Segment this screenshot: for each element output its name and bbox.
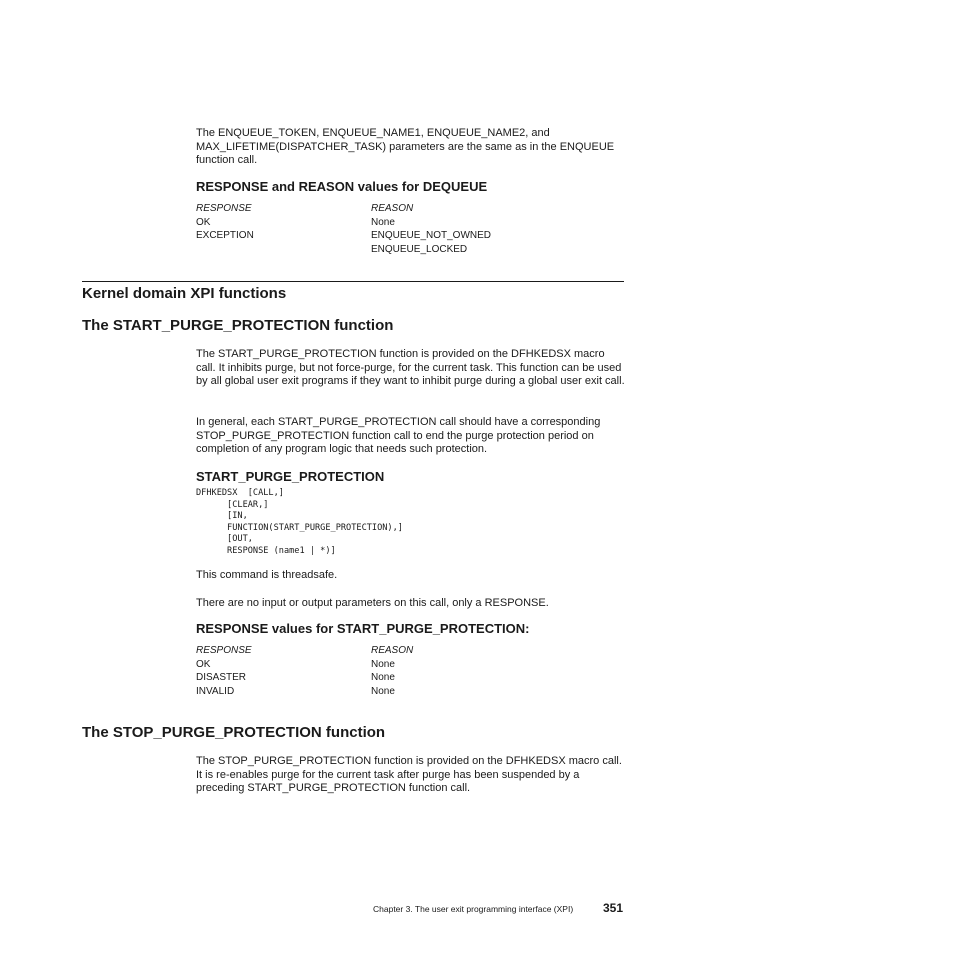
start-purge-protection-description: The START_PURGE_PROTECTION function is provided on the DFHKEDSX macro call. It inhibits purge, but not force-purge, for the current task. This function can be used by all global user exit programs if they want to inhibit purge during a global user exit call. <box>196 348 625 388</box>
column-header-reason: REASON <box>371 203 414 214</box>
reason-cell: None <box>371 216 395 228</box>
code-line: [IN, <box>196 511 248 522</box>
kernel-domain-heading: Kernel domain XPI functions <box>82 285 287 302</box>
section-divider <box>82 281 624 282</box>
table-row <box>196 671 616 685</box>
table-header-row <box>196 644 616 658</box>
column-header-reason: REASON <box>371 645 414 656</box>
table-row <box>196 229 616 243</box>
response-cell: INVALID <box>196 685 235 697</box>
start-purge-protection-heading: The START_PURGE_PROTECTION function <box>82 317 394 334</box>
table-row <box>196 685 616 699</box>
start-response-heading: RESPONSE values for START_PURGE_PROTECTION: <box>196 621 530 636</box>
no-parameters-note: There are no input or output parameters on this call, only a RESPONSE. <box>196 597 549 609</box>
table-header-row <box>196 202 616 216</box>
column-header-response: RESPONSE <box>196 645 252 656</box>
syntax-heading: START_PURGE_PROTECTION <box>196 469 385 484</box>
stop-purge-protection-description: The STOP_PURGE_PROTECTION function is provided on the DFHKEDSX macro call. It is re-enables purge for the current task after purge has been suspended by a preceding START_PURGE_PROTECTION function call. <box>196 755 622 795</box>
response-cell: EXCEPTION <box>196 230 254 241</box>
start-response-table <box>196 644 616 698</box>
reason-cell: None <box>371 672 395 683</box>
code-line: FUNCTION(START_PURGE_PROTECTION),] <box>196 522 403 533</box>
table-row <box>196 243 616 257</box>
response-cell: OK <box>196 658 211 670</box>
threadsafe-note: This command is threadsafe. <box>196 569 338 581</box>
stop-purge-protection-heading: The STOP_PURGE_PROTECTION function <box>82 724 386 741</box>
code-line: [CLEAR,] <box>196 499 269 510</box>
code-line: [OUT, <box>196 534 253 545</box>
reason-cell: ENQUEUE_NOT_OWNED <box>371 230 492 241</box>
response-cell: DISASTER <box>196 672 247 683</box>
footer-chapter-title: Chapter 3. The user exit programming interface (XPI) <box>373 904 574 914</box>
page-number: 351 <box>603 901 624 915</box>
table-row <box>196 216 616 230</box>
start-purge-protection-usage: In general, each START_PURGE_PROTECTION call should have a corresponding STOP_PURGE_PROTECTION function call to end the purge protection period on completion of any program logic that needs such protection. <box>196 416 601 456</box>
syntax-code-block <box>196 488 403 558</box>
dequeue-response-table <box>196 202 616 256</box>
reason-cell: ENQUEUE_LOCKED <box>371 243 468 255</box>
reason-cell: None <box>371 658 395 670</box>
dequeue-response-heading: RESPONSE and REASON values for DEQUEUE <box>196 179 488 194</box>
code-line: RESPONSE (name1 | *)] <box>196 545 336 556</box>
reason-cell: None <box>371 685 395 697</box>
response-cell: OK <box>196 216 211 228</box>
table-row <box>196 658 616 672</box>
code-line: DFHKEDSX [CALL,] <box>196 488 284 498</box>
intro-paragraph: The ENQUEUE_TOKEN, ENQUEUE_NAME1, ENQUEUE_NAME2, and MAX_LIFETIME(DISPATCHER_TASK) parameters are the same as in the ENQUEUE function call. <box>196 127 615 167</box>
column-header-response: RESPONSE <box>196 203 252 214</box>
